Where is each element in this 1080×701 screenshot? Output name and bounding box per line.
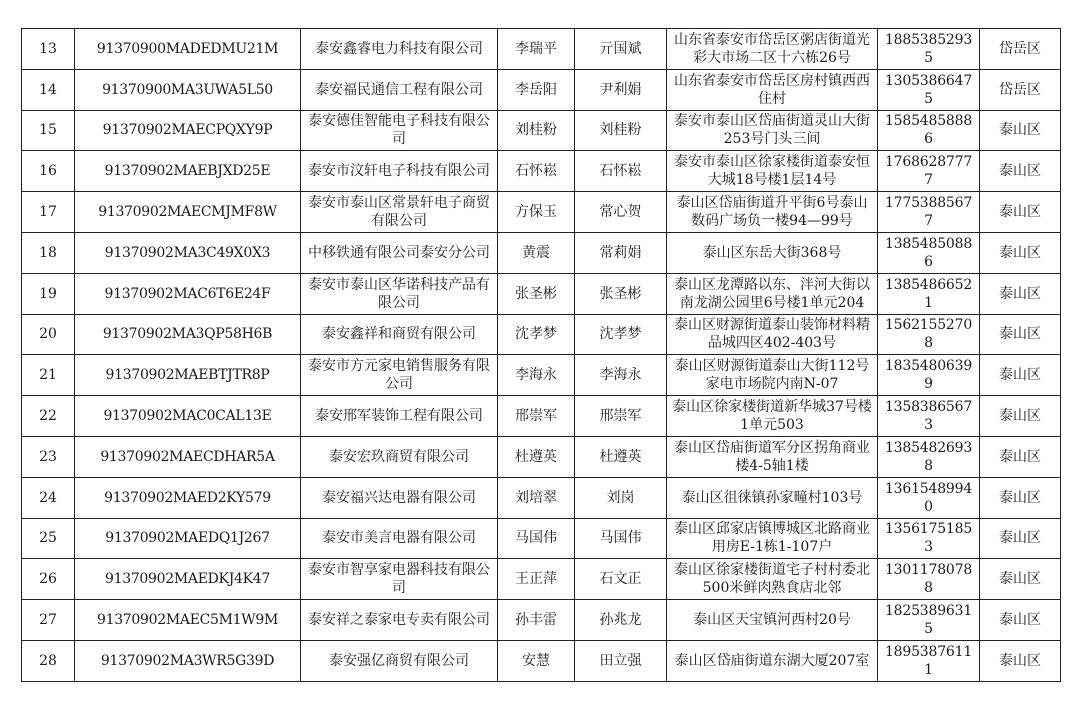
row-number-cell: 27 [22, 600, 75, 641]
table-row [22, 314, 1061, 355]
company-name-cell: 泰安市美言电器有限公司 [301, 518, 498, 559]
phone-number-cell: 15854858886 [878, 110, 980, 151]
table-row [22, 600, 1061, 641]
row-number-cell: 15 [22, 110, 75, 151]
business-address-cell: 山东省泰安市岱岳区粥店街道光彩大市场二区十六栋26号 [667, 29, 878, 70]
business-address-cell: 泰山区东岳大街368号 [667, 232, 878, 273]
district-cell: 泰山区 [980, 314, 1061, 355]
contact-person-cell: 张圣彬 [575, 273, 667, 314]
row-number-cell: 14 [22, 69, 75, 110]
business-address-cell: 泰山区龙潭路以东、泮河大街以南龙湖公园里6号楼1单元204 [667, 273, 878, 314]
credit-code-cell: 91370902MAEBTJTR8P [75, 355, 301, 396]
phone-number-cell: 13011780788 [878, 559, 980, 600]
credit-code-cell: 91370902MAEC5M1W9M [75, 600, 301, 641]
legal-representative-cell: 方保玉 [498, 192, 575, 233]
row-number-cell: 25 [22, 518, 75, 559]
company-name-cell: 泰安鑫睿电力科技有限公司 [301, 29, 498, 70]
row-number-cell: 23 [22, 436, 75, 477]
legal-representative-cell: 安慧 [498, 640, 575, 681]
row-number-cell: 22 [22, 396, 75, 437]
company-name-cell: 泰安市汶轩电子科技有限公司 [301, 151, 498, 192]
contact-person-cell: 尹利娟 [575, 69, 667, 110]
phone-number-cell: 13561751853 [878, 518, 980, 559]
company-name-cell: 泰安市泰山区华诺科技产品有限公司 [301, 273, 498, 314]
company-name-cell: 泰安鑫祥和商贸有限公司 [301, 314, 498, 355]
phone-number-cell: 18853852935 [878, 29, 980, 70]
credit-code-cell: 91370902MAC6T6E24F [75, 273, 301, 314]
contact-person-cell: 常心贺 [575, 192, 667, 233]
company-name-cell: 泰安宏玖商贸有限公司 [301, 436, 498, 477]
phone-number-cell: 13854866521 [878, 273, 980, 314]
district-cell: 泰山区 [980, 600, 1061, 641]
contact-person-cell: 邢崇军 [575, 396, 667, 437]
district-cell: 泰山区 [980, 436, 1061, 477]
contact-person-cell: 亓国斌 [575, 29, 667, 70]
row-number-cell: 28 [22, 640, 75, 681]
credit-code-cell: 91370902MA3WR5G39D [75, 640, 301, 681]
contact-person-cell: 石怀崧 [575, 151, 667, 192]
credit-code-cell: 91370902MAEBJXD25E [75, 151, 301, 192]
contact-person-cell: 李海永 [575, 355, 667, 396]
phone-number-cell: 13854826938 [878, 436, 980, 477]
table-row [22, 232, 1061, 273]
credit-code-cell: 91370902MAECPQXY9P [75, 110, 301, 151]
table-row [22, 396, 1061, 437]
row-number-cell: 13 [22, 29, 75, 70]
phone-number-cell: 13583865673 [878, 396, 980, 437]
business-address-cell: 泰山区徐家楼街道新华城37号楼1单元503 [667, 396, 878, 437]
contact-person-cell: 刘岗 [575, 477, 667, 518]
district-cell: 岱岳区 [980, 69, 1061, 110]
table-row [22, 559, 1061, 600]
credit-code-cell: 91370902MAED2KY579 [75, 477, 301, 518]
credit-code-cell: 91370902MAC0CAL13E [75, 396, 301, 437]
business-address-cell: 泰山区岱庙街道升平街6号泰山数码广场负一楼94—99号 [667, 192, 878, 233]
table-row [22, 640, 1061, 681]
legal-representative-cell: 石怀崧 [498, 151, 575, 192]
district-cell: 泰山区 [980, 232, 1061, 273]
contact-person-cell: 孙兆龙 [575, 600, 667, 641]
credit-code-cell: 91370900MA3UWA5L50 [75, 69, 301, 110]
contact-person-cell: 刘桂粉 [575, 110, 667, 151]
company-name-cell: 泰安福民通信工程有限公司 [301, 69, 498, 110]
contact-person-cell: 马国伟 [575, 518, 667, 559]
district-cell: 泰山区 [980, 518, 1061, 559]
company-name-cell: 泰安祥之泰家电专卖有限公司 [301, 600, 498, 641]
table-row [22, 273, 1061, 314]
credit-code-cell: 91370902MAEDKJ4K47 [75, 559, 301, 600]
table-row [22, 518, 1061, 559]
phone-number-cell: 13854850886 [878, 232, 980, 273]
contact-person-cell: 田立强 [575, 640, 667, 681]
legal-representative-cell: 马国伟 [498, 518, 575, 559]
company-name-cell: 泰安市方元家电销售服务有限公司 [301, 355, 498, 396]
company-name-cell: 泰安邢军装饰工程有限公司 [301, 396, 498, 437]
table-row [22, 192, 1061, 233]
row-number-cell: 16 [22, 151, 75, 192]
business-address-cell: 泰山区岱庙街道军分区拐角商业楼4-5轴1楼 [667, 436, 878, 477]
contact-person-cell: 杜遵英 [575, 436, 667, 477]
business-address-cell: 泰山区财源街道泰山装饰材料精品城四区402-403号 [667, 314, 878, 355]
business-address-cell: 泰安市泰山区岱庙街道灵山大街253号门头三间 [667, 110, 878, 151]
district-cell: 岱岳区 [980, 29, 1061, 70]
business-address-cell: 泰山区岱庙街道东湖大厦207室 [667, 640, 878, 681]
table-row [22, 477, 1061, 518]
table-body [22, 29, 1061, 682]
phone-number-cell: 18953876111 [878, 640, 980, 681]
credit-code-cell: 91370902MAEDQ1J267 [75, 518, 301, 559]
business-address-cell: 山东省泰安市岱岳区房村镇西西住村 [667, 69, 878, 110]
business-address-cell: 泰安市泰山区徐家楼街道泰安恒大城18号楼1层14号 [667, 151, 878, 192]
phone-number-cell: 13053866475 [878, 69, 980, 110]
district-cell: 泰山区 [980, 151, 1061, 192]
business-address-cell: 泰山区徂徕镇孙家疃村103号 [667, 477, 878, 518]
table-row [22, 436, 1061, 477]
phone-number-cell: 17686287777 [878, 151, 980, 192]
credit-code-cell: 91370902MAECDHAR5A [75, 436, 301, 477]
phone-number-cell: 15621552708 [878, 314, 980, 355]
district-cell: 泰山区 [980, 110, 1061, 151]
district-cell: 泰山区 [980, 640, 1061, 681]
row-number-cell: 19 [22, 273, 75, 314]
company-name-cell: 泰安强亿商贸有限公司 [301, 640, 498, 681]
legal-representative-cell: 沈孝梦 [498, 314, 575, 355]
credit-code-cell: 91370902MA3C49X0X3 [75, 232, 301, 273]
row-number-cell: 18 [22, 232, 75, 273]
row-number-cell: 21 [22, 355, 75, 396]
phone-number-cell: 18354806399 [878, 355, 980, 396]
business-address-cell: 泰山区邱家店镇博城区北路商业用房E-1栋1-107户 [667, 518, 878, 559]
phone-number-cell: 17753885677 [878, 192, 980, 233]
company-name-cell: 中移铁通有限公司泰安分公司 [301, 232, 498, 273]
district-cell: 泰山区 [980, 273, 1061, 314]
table-row [22, 69, 1061, 110]
row-number-cell: 24 [22, 477, 75, 518]
contact-person-cell: 沈孝梦 [575, 314, 667, 355]
legal-representative-cell: 黄震 [498, 232, 575, 273]
district-cell: 泰山区 [980, 477, 1061, 518]
table-row [22, 29, 1061, 70]
district-cell: 泰山区 [980, 355, 1061, 396]
company-name-cell: 泰安市智享家电器科技有限公司 [301, 559, 498, 600]
district-cell: 泰山区 [980, 192, 1061, 233]
row-number-cell: 26 [22, 559, 75, 600]
registry-table [21, 28, 1061, 682]
row-number-cell: 20 [22, 314, 75, 355]
table-row [22, 151, 1061, 192]
legal-representative-cell: 邢崇军 [498, 396, 575, 437]
legal-representative-cell: 孙丰雷 [498, 600, 575, 641]
business-address-cell: 泰山区天宝镇河西村20号 [667, 600, 878, 641]
business-address-cell: 泰山区徐家楼街道宅子村村委北500米鲜肉熟食店北邻 [667, 559, 878, 600]
contact-person-cell: 石文正 [575, 559, 667, 600]
row-number-cell: 17 [22, 192, 75, 233]
credit-code-cell: 91370902MA3QP58H6B [75, 314, 301, 355]
district-cell: 泰山区 [980, 559, 1061, 600]
company-name-cell: 泰安德佳智能电子科技有限公司 [301, 110, 498, 151]
legal-representative-cell: 杜遵英 [498, 436, 575, 477]
legal-representative-cell: 李岳阳 [498, 69, 575, 110]
company-name-cell: 泰安市泰山区常景轩电子商贸有限公司 [301, 192, 498, 233]
company-name-cell: 泰安福兴达电器有限公司 [301, 477, 498, 518]
table-row [22, 355, 1061, 396]
legal-representative-cell: 张圣彬 [498, 273, 575, 314]
phone-number-cell: 13615489940 [878, 477, 980, 518]
legal-representative-cell: 刘培翠 [498, 477, 575, 518]
legal-representative-cell: 李海永 [498, 355, 575, 396]
business-address-cell: 泰山区财源街道泰山大街112号家电市场院内南N-07 [667, 355, 878, 396]
legal-representative-cell: 刘桂粉 [498, 110, 575, 151]
table-row [22, 110, 1061, 151]
legal-representative-cell: 李瑞平 [498, 29, 575, 70]
legal-representative-cell: 王正萍 [498, 559, 575, 600]
phone-number-cell: 18253896315 [878, 600, 980, 641]
credit-code-cell: 91370900MADEDMU21M [75, 29, 301, 70]
district-cell: 泰山区 [980, 396, 1061, 437]
contact-person-cell: 常莉娟 [575, 232, 667, 273]
credit-code-cell: 91370902MAECMJMF8W [75, 192, 301, 233]
